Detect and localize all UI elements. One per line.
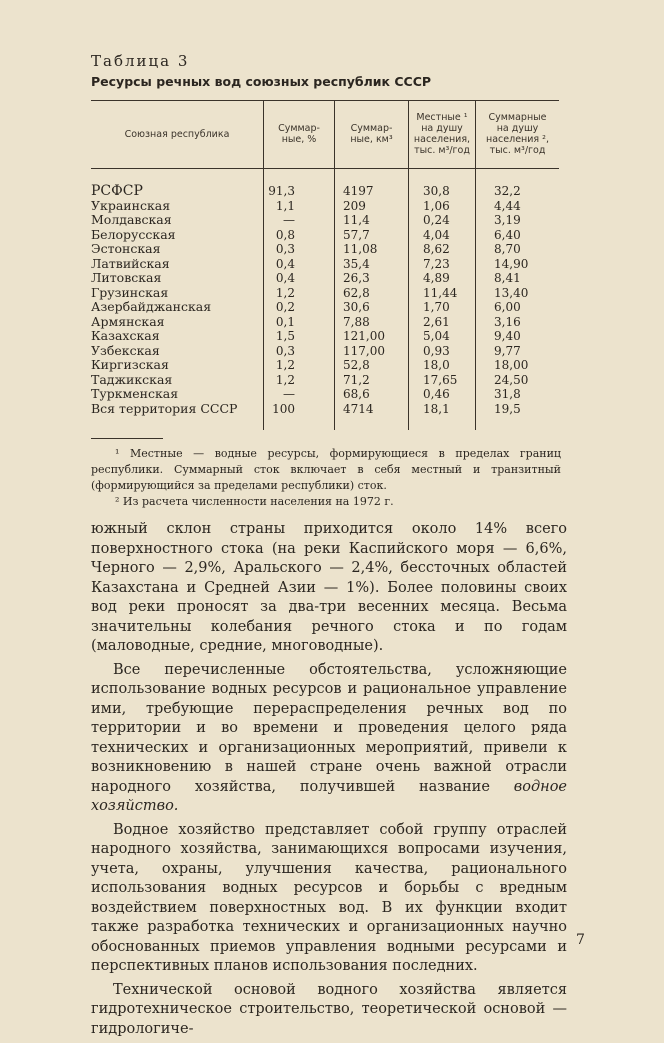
cell-total: 32,2 — [494, 184, 521, 198]
cell-local: 4,89 — [423, 271, 450, 285]
table-footnotes — [91, 446, 561, 510]
cell-volume: 62,8 — [343, 285, 370, 300]
cell-total: 3,19 — [494, 213, 521, 227]
cell-volume: 11,4 — [343, 213, 370, 227]
cell-volume: 4714 — [343, 401, 374, 416]
cell-share: 1,1 — [275, 198, 295, 213]
cell-total: 31,8 — [494, 387, 521, 401]
cell-total: 4,44 — [494, 198, 521, 213]
table-label: Таблица 3 — [91, 52, 190, 70]
cell-volume: 4197 — [343, 184, 374, 198]
cell-local: 1,70 — [423, 300, 450, 314]
cell-local: 0,46 — [423, 387, 450, 401]
cell-republic: Эстонская — [91, 241, 161, 256]
cell-republic: Вся территория СССР — [91, 400, 238, 416]
cell-local: 17,65 — [423, 372, 458, 387]
cell-volume: 68,6 — [343, 387, 370, 401]
header-local-per-capita: Местные ¹ на душу населения, тыс. м³/год — [413, 112, 471, 156]
page-number: 7 — [576, 932, 585, 948]
cell-total: 6,40 — [494, 227, 521, 242]
cell-share: — — [283, 387, 295, 401]
table-row — [91, 242, 559, 257]
table-row — [91, 300, 559, 315]
cell-total: 8,41 — [494, 271, 521, 285]
cell-share: 0,8 — [275, 227, 295, 242]
cell-share: 0,3 — [275, 343, 295, 358]
cell-republic: Узбекская — [91, 342, 160, 358]
table-title: Ресурсы речных вод союзных республик СССР — [91, 74, 432, 89]
cell-republic: Таджикская — [91, 371, 173, 387]
cell-republic: Азербайджанская — [91, 299, 212, 314]
cell-volume: 11,08 — [343, 242, 378, 256]
cell-local: 1,06 — [423, 198, 450, 213]
footnote-rule — [91, 438, 163, 439]
cell-local: 18,0 — [423, 358, 450, 372]
cell-local: 2,61 — [423, 314, 450, 329]
table-row-total — [91, 402, 559, 417]
paragraph-2-text: Все перечисленные обстоятельства, усложняющие использование водных ресурсов и рациональное управление ими, требующие перераспределения речных вод по территории и во времени и проведения целого ряда технических и организационных мероприятий, привели к возникновению в нашей стране очень важной отрасли народного хозяйства, получившей название — [91, 661, 567, 795]
header-share: Суммар- ные, % — [278, 123, 320, 145]
table-row — [91, 329, 559, 344]
cell-total: 9,77 — [494, 343, 521, 358]
table-row — [91, 373, 559, 388]
cell-republic: Украинская — [91, 197, 171, 213]
cell-share: 0,4 — [275, 256, 295, 271]
cell-total: 13,40 — [494, 285, 529, 300]
cell-volume: 209 — [343, 198, 366, 213]
cell-total: 14,90 — [494, 256, 529, 271]
cell-republic: Туркменская — [91, 386, 179, 401]
body-text — [91, 520, 567, 1043]
paragraph-1: южный склон страны приходится около 14% всего поверхностного стока (на реки Каспийского моря — 6,6%, Черного — 2,9%, Аральского — 2,4%, бессточных областей Казахстана и Средней Азии — 1%). Более половины своих вод реки проносят за два-три весенних месяца. Весьма значительны колебания речного стока и по годам (маловодные, средние, многоводные). — [91, 521, 567, 654]
cell-local: 7,23 — [423, 256, 450, 271]
footnote-2: ² Из расчета численности населения на 1972 г. — [115, 495, 394, 508]
paragraph-4: Технической основой водного хозяйства является гидротехническое строительство, теоретической основой — гидрологиче- — [91, 981, 567, 1037]
cell-local: 0,24 — [423, 213, 450, 227]
cell-republic: Грузинская — [91, 284, 169, 300]
table-header-rule — [91, 168, 559, 169]
cell-volume: 117,00 — [343, 343, 385, 358]
cell-volume: 26,3 — [343, 271, 370, 285]
table-row — [91, 315, 559, 330]
cell-total: 3,16 — [494, 314, 521, 329]
cell-republic: Армянская — [91, 313, 165, 329]
cell-republic: Литовская — [91, 270, 162, 285]
water-resources-table — [91, 100, 559, 434]
table-row — [91, 257, 559, 272]
cell-volume: 35,4 — [343, 256, 370, 271]
cell-share: — — [283, 213, 295, 227]
cell-local: 8,62 — [423, 242, 450, 256]
header-total-per-capita: Суммарные на душу населения ², тыс. м³/год — [486, 112, 549, 156]
cell-local: 30,8 — [423, 184, 450, 198]
cell-volume: 52,8 — [343, 358, 370, 372]
cell-local: 0,93 — [423, 343, 450, 358]
header-volume: Суммар- ные, км³ — [350, 123, 393, 145]
cell-local: 4,04 — [423, 227, 450, 242]
table-body — [91, 184, 559, 416]
table-row — [91, 344, 559, 359]
paragraph-2-term: водное хозяйство. — [91, 778, 568, 814]
cell-total: 24,50 — [494, 372, 529, 387]
table-row — [91, 228, 559, 243]
table-row — [91, 199, 559, 214]
cell-total: 9,40 — [494, 329, 521, 343]
paragraph-3: Водное хозяйство представляет собой группу отраслей народного хозяйства, занимающихся вопросами изучения, учета, охраны, улучшения качества, рационального использования водных ресурсов и борьбы с вредным воздействием поверхностных вод. В их функции входит также разработка технических и организационных научно обоснованных приемов управления водными ресурсами и перспективных планов использования последних. — [91, 821, 567, 974]
cell-total: 6,00 — [494, 300, 521, 314]
cell-republic: Латвийская — [91, 255, 170, 271]
cell-share: 0,2 — [275, 300, 295, 314]
cell-republic: Молдавская — [91, 212, 172, 227]
paragraph-2 — [91, 661, 567, 817]
cell-republic: Киргизская — [91, 357, 169, 372]
cell-share: 91,3 — [268, 184, 295, 198]
cell-volume: 7,88 — [343, 314, 370, 329]
cell-share: 0,1 — [275, 314, 295, 329]
cell-share: 1,5 — [275, 329, 295, 343]
table-row — [91, 286, 559, 301]
cell-republic: Казахская — [91, 328, 160, 343]
cell-volume: 121,00 — [343, 329, 385, 343]
cell-volume: 57,7 — [343, 227, 370, 242]
table-row — [91, 387, 559, 402]
table-row — [91, 358, 559, 373]
table-row — [91, 184, 559, 199]
cell-local: 11,44 — [423, 285, 458, 300]
cell-volume: 30,6 — [343, 300, 370, 314]
cell-share: 100 — [272, 401, 295, 416]
footnote-1: ¹ Местные — водные ресурсы, формирующиеся в пределах границ республики. Суммарный сток включает в себя местный и транзитный (формирующийся за пределами республики) сток. — [91, 447, 561, 492]
table-row — [91, 213, 559, 228]
cell-total: 18,00 — [494, 358, 529, 372]
cell-total: 8,70 — [494, 242, 521, 256]
cell-local: 5,04 — [423, 329, 450, 343]
cell-republic: РСФСР — [91, 183, 143, 199]
cell-republic: Белорусская — [91, 226, 176, 242]
cell-share: 1,2 — [275, 372, 295, 387]
header-republic: Союзная республика — [124, 128, 230, 140]
cell-share: 1,2 — [275, 285, 295, 300]
table-row — [91, 271, 559, 286]
cell-share: 0,4 — [275, 271, 295, 285]
cell-share: 1,2 — [275, 358, 295, 372]
cell-share: 0,3 — [275, 242, 295, 256]
cell-local: 18,1 — [423, 401, 450, 416]
cell-total: 19,5 — [494, 401, 521, 416]
cell-volume: 71,2 — [343, 372, 370, 387]
